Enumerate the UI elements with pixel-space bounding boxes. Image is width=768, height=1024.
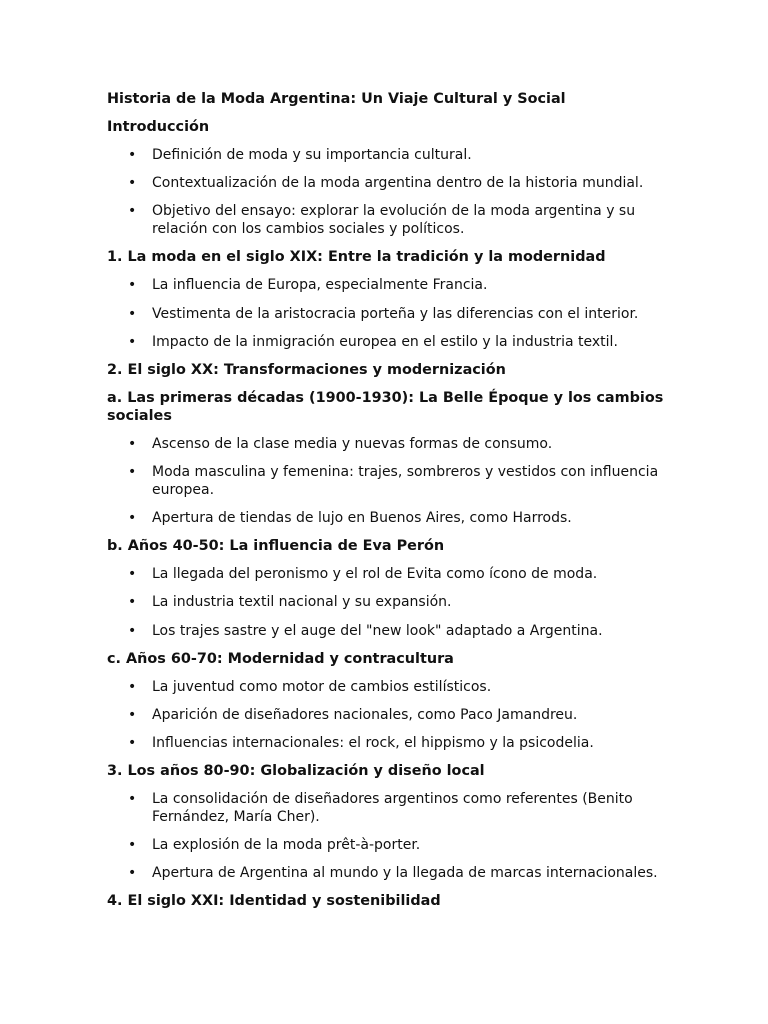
list-item-text: Contextualización de la moda argentina dentro de la historia mundial. [152,175,644,192]
bullet-icon: • [128,678,137,695]
list-item [107,678,667,696]
bullet-icon: • [128,203,137,220]
section-heading: c. Años 60-70: Modernidad y contracultura [107,650,454,667]
bullet-icon: • [128,305,137,322]
list-item-text: Impacto de la inmigración europea en el estilo y la industria textil. [152,333,618,350]
document-sections [107,118,667,910]
list-item-text: La juventud como motor de cambios estilísticos. [152,678,492,695]
list-item-text: Objetivo del ensayo: explorar la evolución de la moda argentina y su relación con los cambios sociales y políticos. [152,203,636,238]
list-item-text: Ascenso de la clase media y nuevas formas de consumo. [152,435,553,452]
document-content [107,88,667,920]
list-item [107,333,667,351]
bullet-icon: • [128,734,137,751]
list-item-text: Vestimenta de la aristocracia porteña y las diferencias con el interior. [152,305,639,322]
list-item [107,174,667,192]
list-item [107,202,667,238]
bullet-list [107,146,667,238]
list-item-text: Apertura de tiendas de lujo en Buenos Aires, como Harrods. [152,510,572,527]
bullet-icon: • [128,435,137,452]
bullet-list [107,790,667,882]
list-item [107,734,667,752]
bullet-icon: • [128,865,137,882]
list-item-text: Los trajes sastre y el auge del "new look" adaptado a Argentina. [152,622,603,639]
list-item [107,146,667,164]
bullet-icon: • [128,510,137,527]
bullet-list [107,678,667,752]
list-item [107,706,667,724]
list-item [107,565,667,583]
section-heading: 1. La moda en el siglo XIX: Entre la tradición y la modernidad [107,249,606,266]
list-item-text: Apertura de Argentina al mundo y la llegada de marcas internacionales. [152,865,658,882]
section-heading: 4. El siglo XXI: Identidad y sostenibilidad [107,893,441,910]
bullet-icon: • [128,175,137,192]
list-item [107,790,667,826]
section-heading: 2. El siglo XX: Transformaciones y modernización [107,361,506,378]
list-item [107,509,667,527]
document-title: Historia de la Moda Argentina: Un Viaje Cultural y Social [107,91,566,107]
bullet-icon: • [128,706,137,723]
list-item-text: La industria textil nacional y su expansión. [152,594,452,611]
list-item-text: La explosión de la moda prêt-à-porter. [152,837,421,854]
section-heading: 3. Los años 80-90: Globalización y diseño local [107,762,485,779]
list-item-text: Moda masculina y femenina: trajes, sombreros y vestidos con influencia europea. [152,463,659,498]
list-item-text: La llegada del peronismo y el rol de Evita como ícono de moda. [152,566,598,583]
list-item-text: Influencias internacionales: el rock, el hippismo y la psicodelia. [152,734,594,751]
section-heading: Introducción [107,119,210,135]
bullet-list [107,565,667,639]
list-item [107,864,667,882]
list-item [107,276,667,294]
list-item [107,435,667,453]
bullet-icon: • [128,594,137,611]
bullet-icon: • [128,622,137,639]
section-heading: b. Años 40-50: La influencia de Eva Perón [107,538,445,555]
bullet-icon: • [128,837,137,854]
list-item [107,463,667,499]
bullet-list [107,435,667,527]
bullet-icon: • [128,790,137,807]
bullet-list [107,276,667,350]
bullet-icon: • [128,147,137,163]
list-item-text: La influencia de Europa, especialmente Francia. [152,277,488,294]
bullet-icon: • [128,277,137,294]
bullet-icon: • [128,566,137,583]
list-item [107,836,667,854]
list-item [107,305,667,323]
bullet-icon: • [128,463,137,480]
list-item [107,593,667,611]
section-heading: a. Las primeras décadas (1900-1930): La Belle Époque y los cambios sociales [107,389,664,424]
bullet-icon: • [128,333,137,350]
list-item [107,622,667,640]
list-item-text: Definición de moda y su importancia cultural. [152,147,472,163]
list-item-text: Aparición de diseñadores nacionales, como Paco Jamandreu. [152,706,578,723]
list-item-text: La consolidación de diseñadores argentinos como referentes (Benito Fernández, María Cher). [152,790,633,825]
